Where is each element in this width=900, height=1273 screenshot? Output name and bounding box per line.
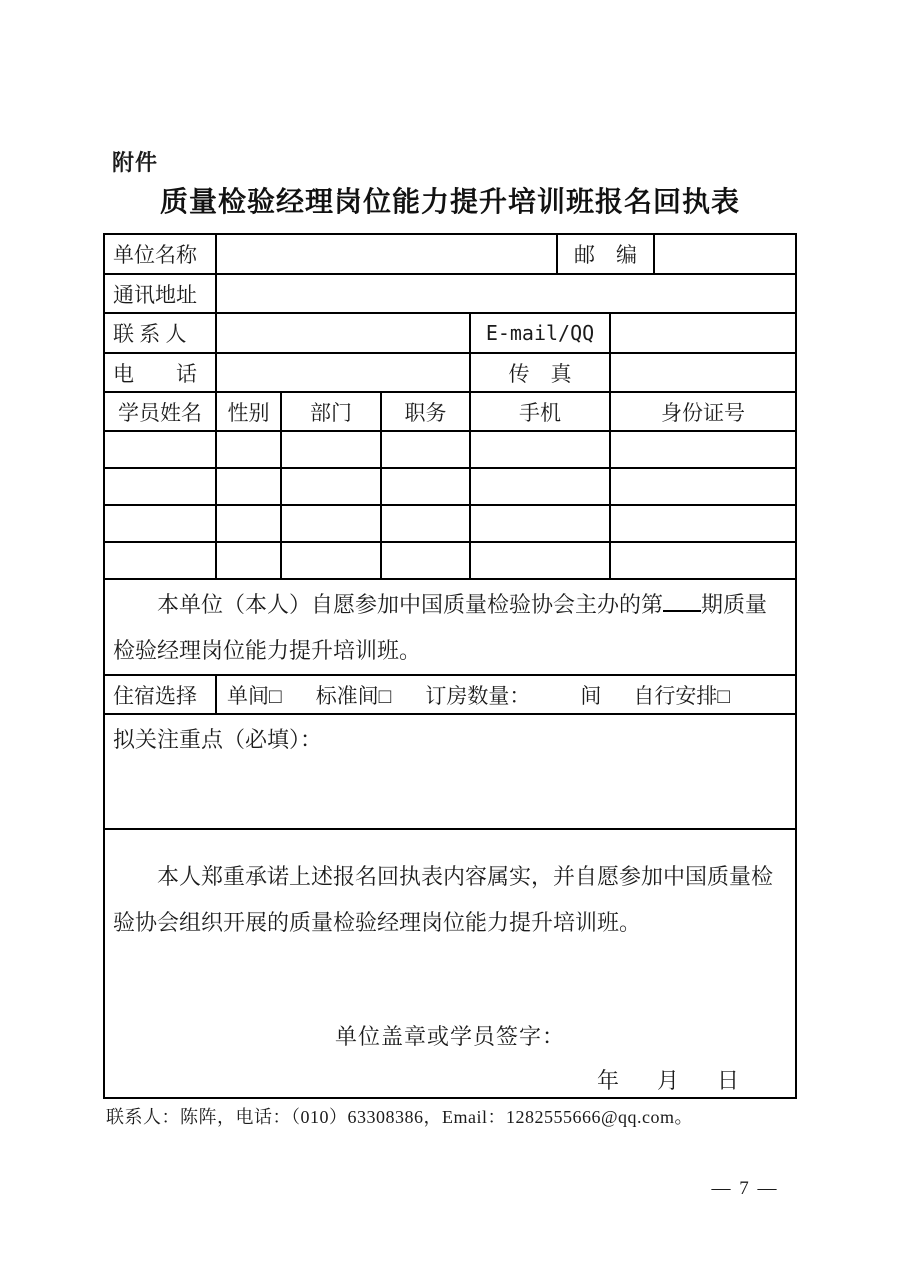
participation-statement [105,580,795,676]
address-label: 通讯地址 [105,275,217,312]
accommodation-options [217,676,795,713]
page-number: — 7 — [711,1178,779,1199]
student-row [105,543,795,580]
focus-label: 拟关注重点（必填）： [113,727,323,752]
accommodation-label: 住宿选择 [105,676,217,713]
footer-contact-note: 联系人：陈阵，电话：（010）63308386，Email：1282555666@qq.com。 [106,1107,694,1127]
contact-field[interactable] [217,314,471,352]
col-department: 部门 [282,393,382,430]
contact-label: 联 系 人 [105,314,217,352]
participation-line1-text: 本单位（本人）自愿参加中国质量检验协会主办的第 [157,592,664,617]
student-mobile-cell[interactable] [471,506,611,541]
address-field[interactable] [217,275,795,312]
student-mobile-cell[interactable] [471,432,611,467]
row-address [105,275,795,314]
fax-field[interactable] [611,354,795,391]
student-gender-cell[interactable] [217,506,282,541]
participation-line1-after-blank: 期质量 [701,592,768,617]
student-gender-cell[interactable] [217,543,282,578]
student-id-cell[interactable] [611,432,795,467]
date-label: 年 月 日 [596,1068,747,1093]
student-row [105,432,795,469]
student-department-cell[interactable] [282,432,382,467]
email-field[interactable] [611,314,795,352]
student-department-cell[interactable] [282,469,382,504]
student-name-cell[interactable] [105,469,217,504]
option-standard-room-checkbox[interactable]: 标准间□ [315,683,392,708]
student-position-cell[interactable] [382,432,471,467]
student-gender-cell[interactable] [217,432,282,467]
unit-name-label: 单位名称 [105,235,217,273]
student-row [105,469,795,506]
option-single-room-checkbox[interactable]: 单间□ [227,683,282,708]
student-department-cell[interactable] [282,506,382,541]
student-mobile-cell[interactable] [471,543,611,578]
student-position-cell[interactable] [382,469,471,504]
signature-label: 单位盖章或学员签字： [334,1024,565,1049]
student-gender-cell[interactable] [217,469,282,504]
phone-label: 电 话 [105,354,217,391]
postcode-label: 邮 编 [558,235,655,273]
student-position-cell[interactable] [382,506,471,541]
student-id-cell[interactable] [611,506,795,541]
student-mobile-cell[interactable] [471,469,611,504]
col-mobile: 手机 [471,393,611,430]
row-contact [105,314,795,354]
student-id-cell[interactable] [611,469,795,504]
student-name-cell[interactable] [105,506,217,541]
student-position-cell[interactable] [382,543,471,578]
student-department-cell[interactable] [282,543,382,578]
commitment-section [105,830,795,1097]
participation-line2-text: 检验经理岗位能力提升培训班。 [113,638,422,663]
row-unit-name [105,235,795,275]
row-phone [105,354,795,393]
student-row [105,506,795,543]
commitment-line1-text: 本人郑重承诺上述报名回执表内容属实，并自愿参加中国质量检 [157,864,774,889]
postcode-field[interactable] [655,235,795,273]
col-id-number: 身份证号 [661,400,745,425]
student-id-cell[interactable] [611,543,795,578]
option-room-unit-label: 间 [580,683,602,708]
unit-name-field[interactable] [217,235,558,273]
student-name-cell[interactable] [105,432,217,467]
focus-section [105,715,795,830]
row-accommodation [105,676,795,715]
page-title: 质量检验经理岗位能力提升培训班报名回执表 [159,186,740,217]
attachment-label: 附件 [112,150,159,175]
session-number-blank[interactable] [663,592,701,612]
email-label: E-mail/QQ [471,314,611,352]
option-room-quantity-label: 订房数量： [425,683,531,708]
fax-label: 传 真 [471,354,611,391]
student-name-cell[interactable] [105,543,217,578]
col-student-name: 学员姓名 [105,393,217,430]
registration-form-table [103,233,797,1099]
commitment-line2-text: 验协会组织开展的质量检验经理岗位能力提升培训班。 [113,910,642,935]
option-self-arrange-checkbox[interactable]: 自行安排□ [633,683,731,708]
students-header-row [105,393,795,432]
col-position: 职务 [382,393,471,430]
col-gender: 性别 [217,393,282,430]
phone-field[interactable] [217,354,471,391]
